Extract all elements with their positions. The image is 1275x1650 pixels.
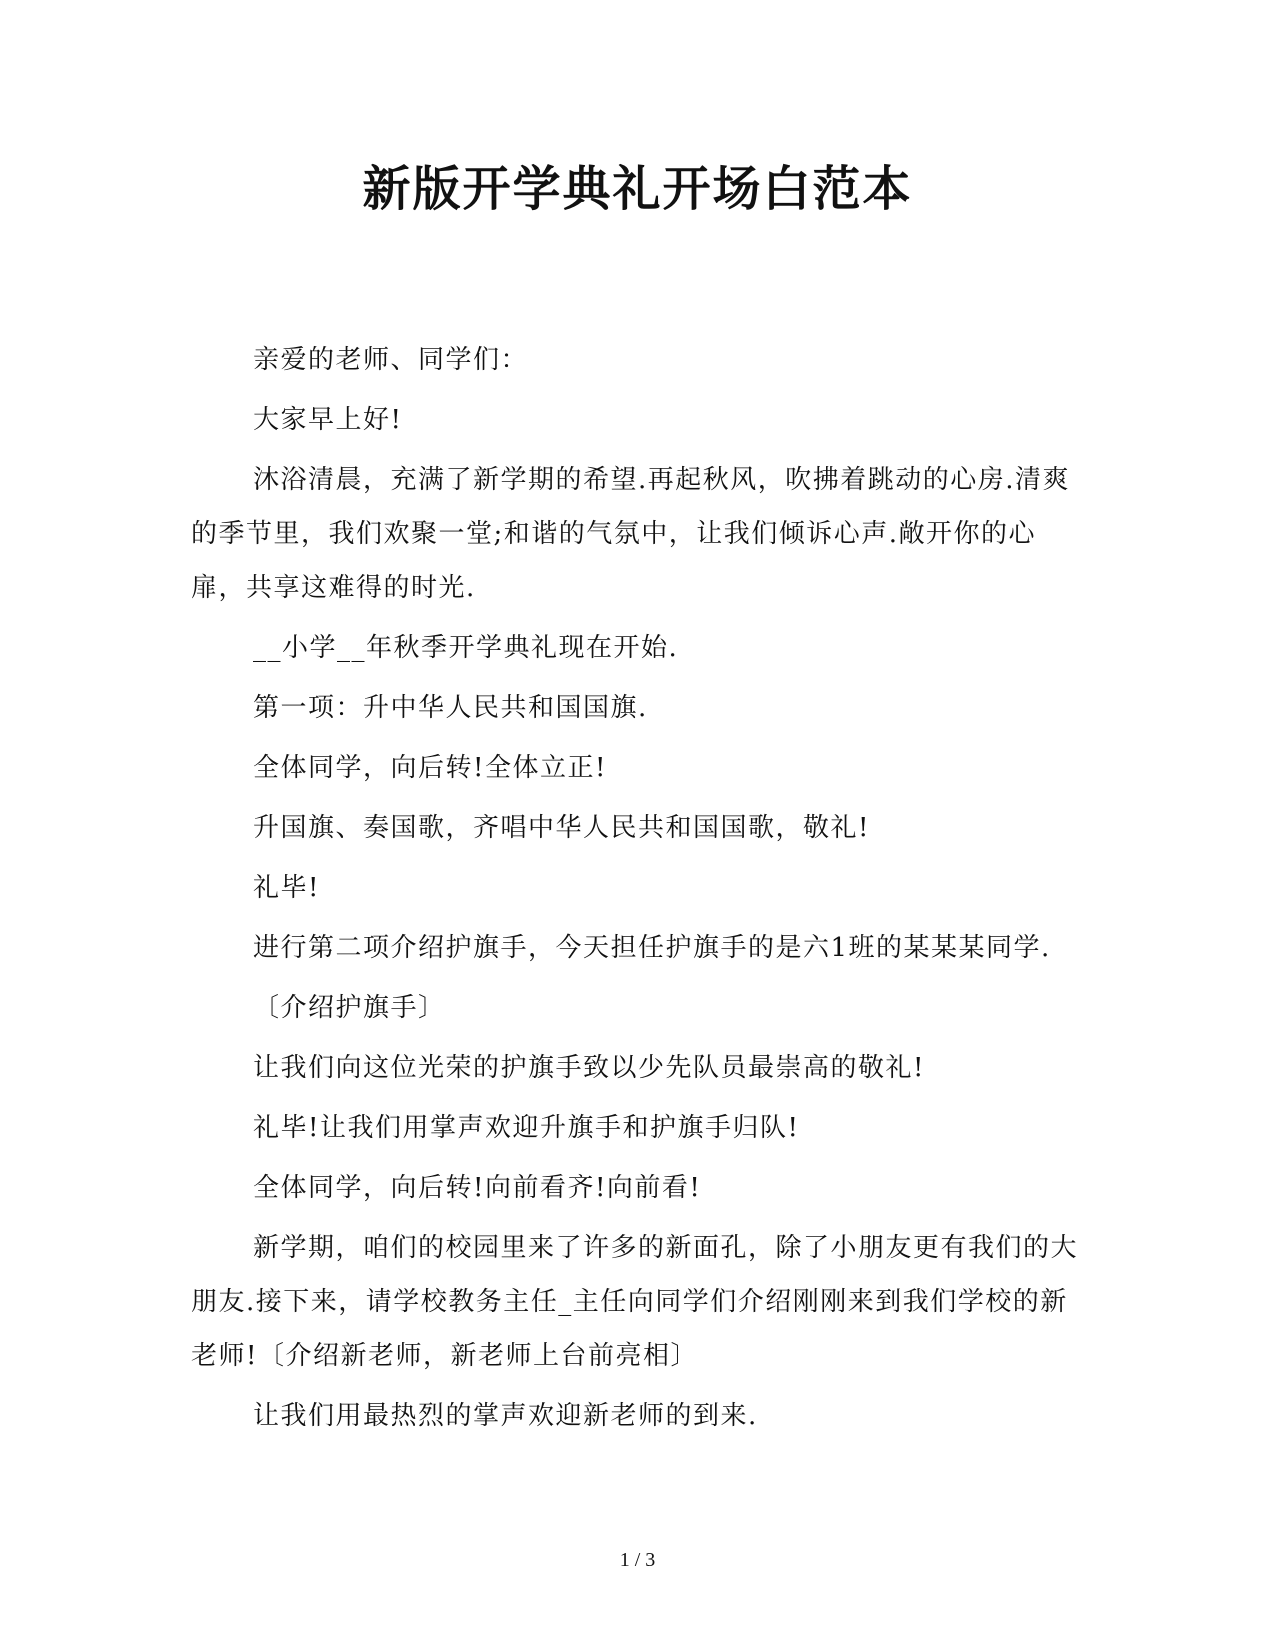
paragraph: 礼毕!让我们用掌声欢迎升旗手和护旗手归队!	[253, 1113, 800, 1143]
paragraph: 进行第二项介绍护旗手，今天担任护旗手的是六1班的某某某同学.	[253, 933, 1051, 963]
paragraph: 让我们用最热烈的掌声欢迎新老师的到来.	[253, 1401, 758, 1431]
paragraph: 第一项：升中华人民共和国国旗.	[253, 693, 648, 723]
document-body	[191, 333, 1083, 1449]
paragraph: __小学__年秋季开学典礼现在开始.	[253, 633, 679, 663]
paragraph: 礼毕!	[253, 873, 320, 903]
paragraph: 大家早上好!	[253, 405, 403, 435]
paragraph: 升国旗、奏国歌，齐唱中华人民共和国国歌，敬礼!	[253, 813, 870, 843]
document-title: 新版开学典礼开场白范本	[362, 161, 913, 217]
paragraph: 让我们向这位光荣的护旗手致以少先队员最崇高的敬礼!	[253, 1053, 925, 1083]
page-number: 1 / 3	[619, 1549, 656, 1571]
paragraph: 新学期，咱们的校园里来了许多的新面孔，除了小朋友更有我们的大朋友.接下来，请学校教务主任_主任向同学们介绍刚刚来到我们学校的新老师!〔介绍新老师，新老师上台前亮相〕	[191, 1233, 1079, 1371]
paragraph: 〔介绍护旗手〕	[253, 993, 446, 1023]
paragraph: 全体同学，向后转!向前看齐!向前看!	[253, 1173, 702, 1203]
paragraph: 全体同学，向后转!全体立正!	[253, 753, 607, 783]
paragraph: 沐浴清晨，充满了新学期的希望.再起秋风，吹拂着跳动的心房.清爽的季节里，我们欢聚一堂;和谐的气氛中，让我们倾诉心声.敞开你的心扉，共享这难得的时光.	[191, 465, 1071, 603]
paragraph: 亲爱的老师、同学们：	[253, 345, 529, 375]
